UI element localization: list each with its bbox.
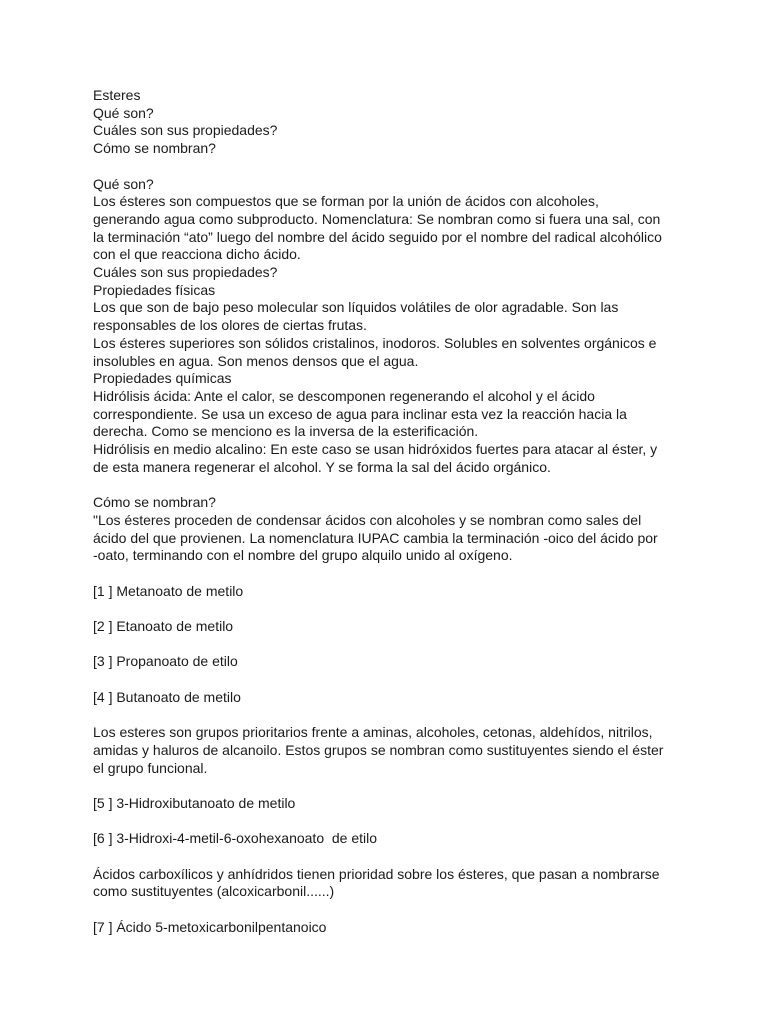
paragraph-line: Hidrólisis en medio alcalino: En este caso se usan hidróxidos fuertes para atacar al éster, y (93, 441, 658, 458)
example-item: [7 ] Ácido 5-metoxicarbonilpentanoico (93, 918, 327, 935)
section-heading-nombran: Cómo se nombran? (93, 494, 216, 511)
example-item: [4 ] Butanoato de metilo (93, 688, 241, 705)
spacer (93, 636, 683, 654)
example-item: [5 ] 3-Hidroxibutanoato de metilo (93, 795, 296, 811)
spacer (93, 565, 683, 583)
spacer (93, 707, 683, 725)
example-item: [3 ] Propanoato de etilo (93, 653, 238, 670)
paragraph-line: Los ésteres superiores son sólidos cristalinos, inodoros. Solubles en solventes orgánicos e (93, 334, 657, 351)
spacer (93, 813, 683, 831)
paragraph-line: responsables de los olores de ciertas frutas. (93, 317, 367, 334)
document-title: Esteres (93, 87, 141, 103)
toc-item: Qué son? (93, 104, 154, 121)
document-page (93, 87, 683, 937)
spacer (93, 158, 683, 176)
paragraph-line: como sustituyentes (alcoxicarbonil......) (93, 883, 335, 900)
section-heading-que-son: Qué son? (93, 175, 154, 192)
example-item: [6 ] 3-Hidroxi-4-metil-6-oxohexanoato de etilo (93, 830, 378, 847)
paragraph-line: "Los ésteres proceden de condensar ácidos con alcoholes y se nombran como sales del (93, 511, 642, 528)
paragraph-line: el grupo funcional. (93, 759, 208, 776)
paragraph-line: Hidrólisis ácida: Ante el calor, se descomponen regenerando el alcohol y el ácido (93, 387, 595, 404)
spacer (93, 600, 683, 618)
paragraph-line: generando agua como subproducto. Nomenclatura: Se nombran como si fuera una sal, con (93, 210, 661, 227)
example-item: [2 ] Etanoato de metilo (93, 618, 234, 635)
paragraph-line: correspondiente. Se usa un exceso de agua para inclinar esta vez la reacción hacia la (93, 405, 627, 422)
toc-item: Cómo se nombran? (93, 140, 216, 157)
paragraph-line: Los ésteres son compuestos que se forman por la unión de ácidos con alcoholes, (93, 193, 599, 210)
paragraph-line: ácido del que provienen. La nomenclatura IUPAC cambia la terminación -oico del ácido por (93, 529, 658, 546)
paragraph-line: Los esteres son grupos prioritarios frente a aminas, alcoholes, cetonas, aldehídos, nitrilos, (93, 724, 653, 741)
toc-item: Cuáles son sus propiedades? (93, 122, 278, 139)
spacer (93, 848, 683, 866)
spacer (93, 777, 683, 795)
subheading-quimicas: Propiedades químicas (93, 370, 232, 387)
paragraph-line: derecha. Como se menciono es la inversa de la esterificación. (93, 423, 479, 440)
paragraph-line: Ácidos carboxílicos y anhídridos tienen prioridad sobre los ésteres, que pasan a nombrarse (93, 865, 660, 882)
section-heading-propiedades: Cuáles son sus propiedades? (93, 264, 278, 281)
paragraph-line: Los que son de bajo peso molecular son líquidos volátiles de olor agradable. Son las (93, 299, 619, 316)
paragraph-line: insolubles en agua. Son menos densos que el agua. (93, 352, 419, 369)
subheading-fisicas: Propiedades físicas (93, 281, 216, 298)
spacer (93, 671, 683, 689)
paragraph-line: de esta manera regenerar el alcohol. Y se forma la sal del ácido orgánico. (93, 458, 551, 475)
paragraph-line: -oato, terminando con el nombre del grupo alquilo unido al oxígeno. (93, 547, 513, 564)
spacer (93, 901, 683, 919)
paragraph-line: con el que reacciona dicho ácido. (93, 246, 301, 263)
paragraph-line: la terminación “ato” luego del nombre del ácido seguido por el nombre del radical alcohólico (93, 228, 662, 245)
example-item: [1 ] Metanoato de metilo (93, 582, 244, 599)
paragraph-line: amidas y haluros de alcanoilo. Estos grupos se nombran como sustituyentes siendo el éster (93, 741, 664, 758)
spacer (93, 476, 683, 494)
